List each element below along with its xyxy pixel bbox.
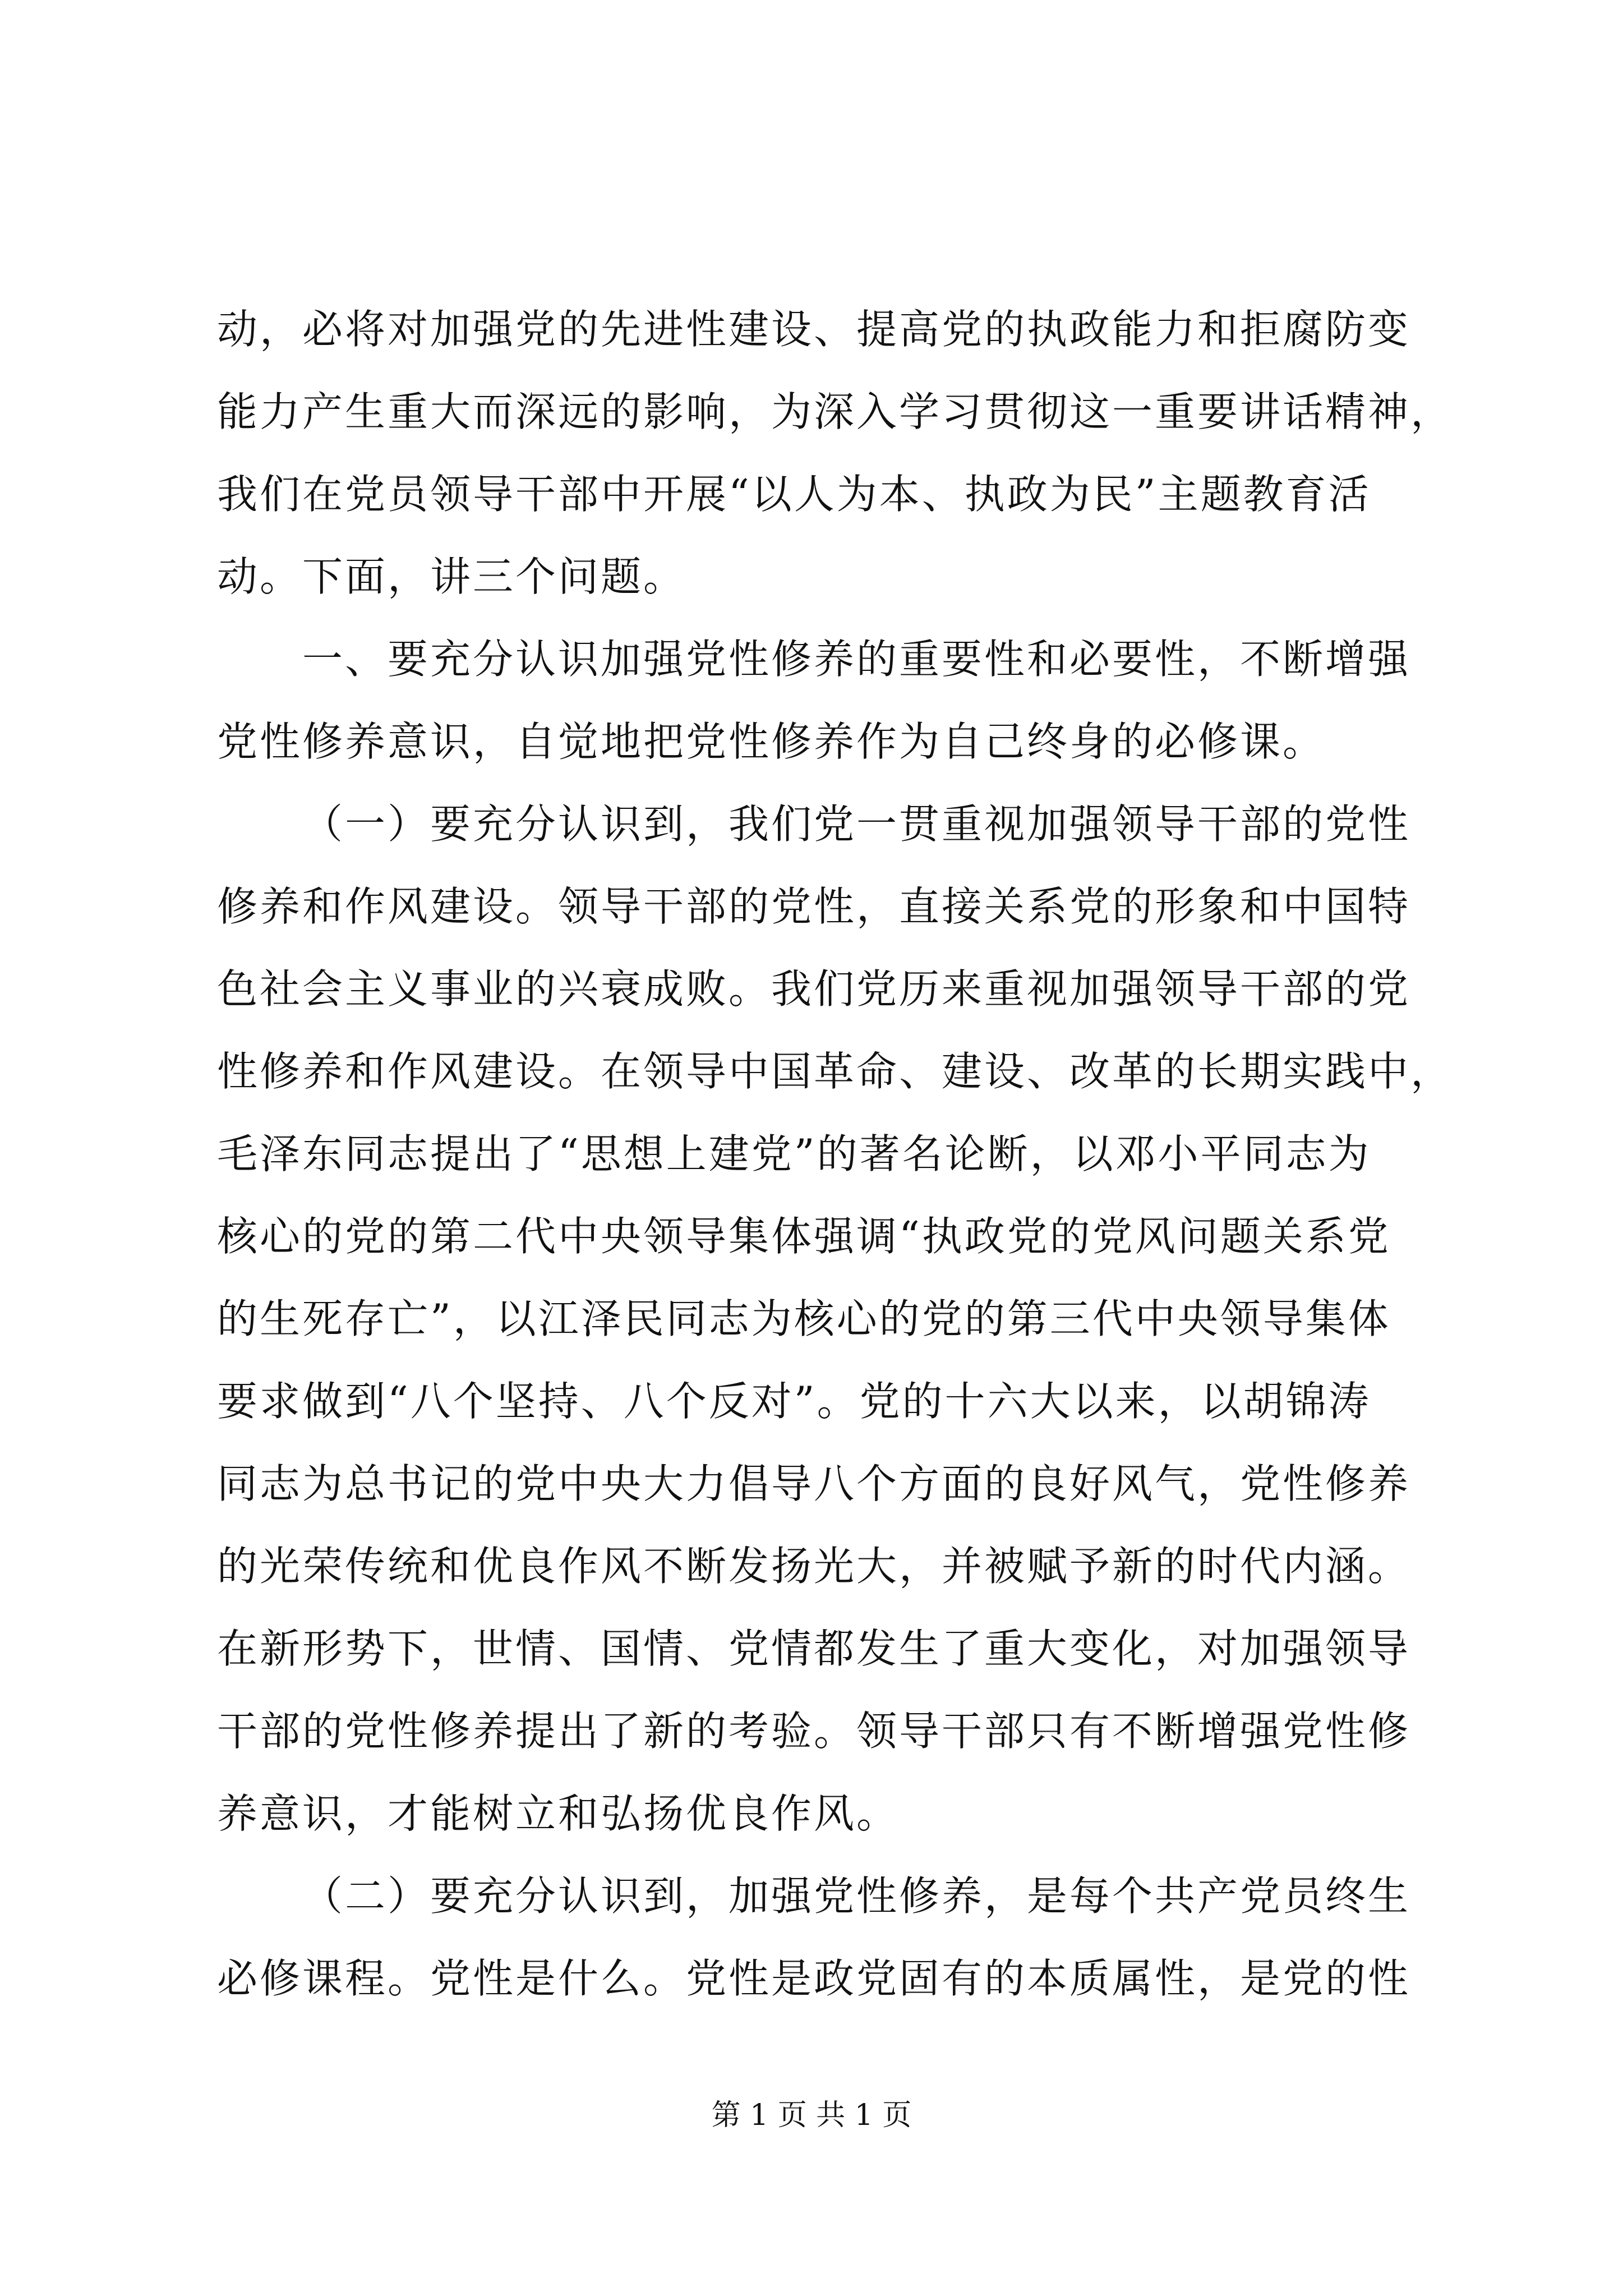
body-text-line: 养意识，才能树立和弘扬优良作风。 <box>217 1790 900 1837</box>
section-heading-line: 一、要充分认识加强党性修养的重要性和必要性，不断增强 <box>302 636 1411 683</box>
body-text-line: 修养和作风建设。领导干部的党性，直接关系党的形象和中国特 <box>217 883 1411 930</box>
body-text-line: 性修养和作风建设。在领导中国革命、建设、改革的长期实践中， <box>217 1048 1454 1095</box>
body-text-line: 毛泽东同志提出了“思想上建党”的著名论断，以邓小平同志为 <box>217 1130 1371 1177</box>
body-text-line: 要求做到“八个坚持、八个反对”。党的十六大以来，以胡锦涛 <box>217 1378 1371 1425</box>
page-footer: 第 1 页 共 1 页 <box>711 2099 912 2132</box>
body-text-line: 能力产生重大而深远的影响，为深入学习贯彻这一重要讲话精神， <box>217 388 1454 435</box>
body-text-line: 核心的党的第二代中央领导集体强调“执政党的党风问题关系党 <box>217 1213 1391 1260</box>
body-text-line: 必修课程。党性是什么。党性是政党固有的本质属性，是党的性 <box>217 1955 1411 2002</box>
body-text-line: （二）要充分认识到，加强党性修养，是每个共产党员终生 <box>302 1872 1411 1920</box>
body-text-line: 的光荣传统和优良作风不断发扬光大，并被赋予新的时代内涵。 <box>217 1543 1411 1590</box>
body-text-line: 同志为总书记的党中央大力倡导八个方面的良好风气，党性修养 <box>217 1460 1411 1507</box>
body-text-line: 我们在党员领导干部中开展“以人为本、执政为民”主题教育活 <box>217 471 1371 518</box>
body-text-line: 的生死存亡”，以江泽民同志为核心的党的第三代中央领导集体 <box>217 1295 1391 1342</box>
body-text-line: 动，必将对加强党的先进性建设、提高党的执政能力和拒腐防变 <box>217 306 1411 353</box>
body-text-line: 在新形势下，世情、国情、党情都发生了重大变化，对加强领导 <box>217 1625 1411 1672</box>
section-heading-line: 党性修养意识，自觉地把党性修养作为自己终身的必修课。 <box>217 718 1326 765</box>
body-text-line: （一）要充分认识到，我们党一贯重视加强领导干部的党性 <box>302 800 1411 848</box>
body-text-line: 动。下面，讲三个问题。 <box>217 553 686 600</box>
document-body <box>217 288 1507 2020</box>
body-text-line: 色社会主义事业的兴衰成败。我们党历来重视加强领导干部的党 <box>217 965 1411 1013</box>
body-text-line: 干部的党性修养提出了新的考验。领导干部只有不断增强党性修 <box>217 1708 1411 1755</box>
